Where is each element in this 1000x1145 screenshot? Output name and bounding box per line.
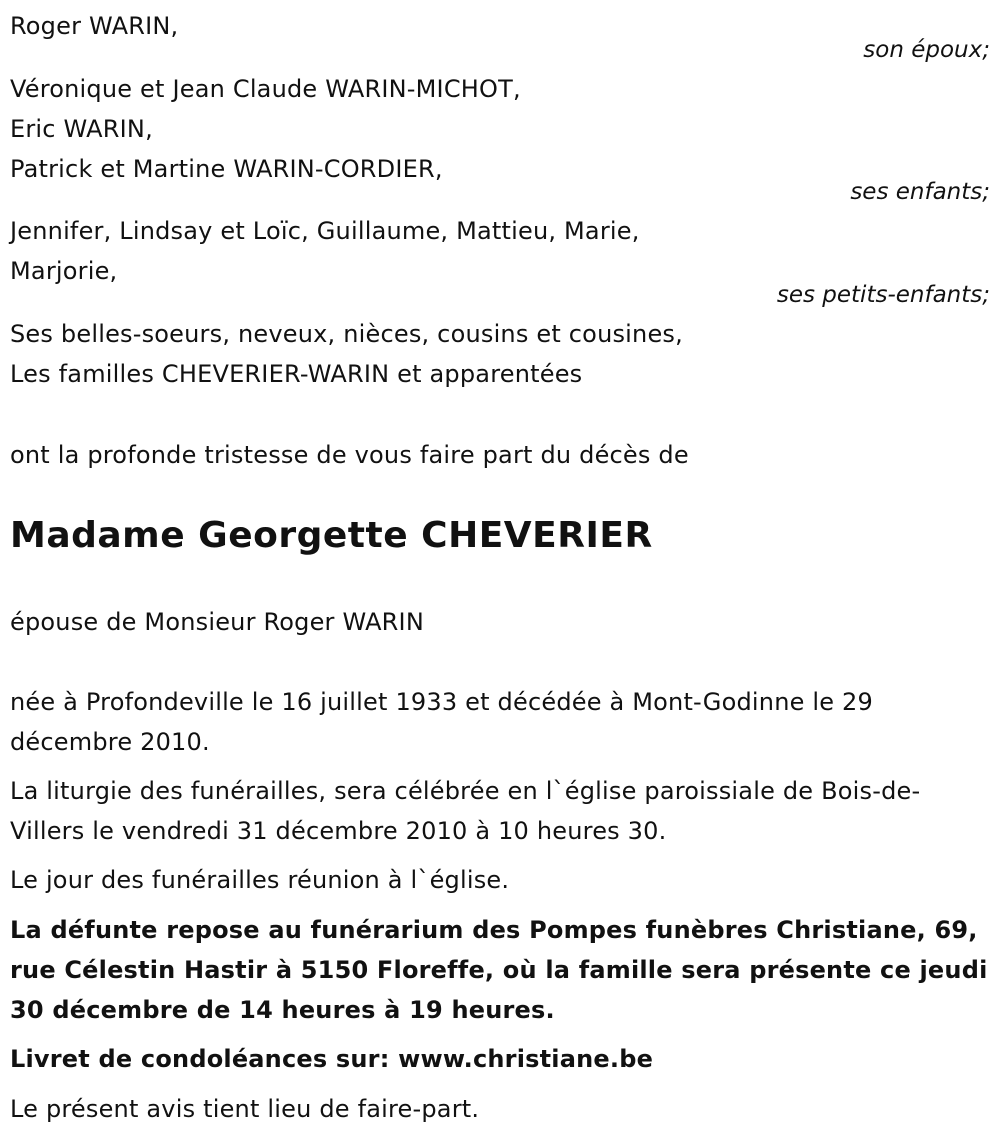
deceased-name: Madame Georgette CHEVERIER: [10, 515, 653, 556]
relatives-line-2: Les familles CHEVERIER-WARIN et apparentées: [10, 360, 583, 388]
child-line-3: Patrick et Martine WARIN-CORDIER,: [10, 155, 443, 183]
relatives-line-1: Ses belles-soeurs, neveux, nièces, cousins et cousines,: [10, 320, 683, 348]
child-line-2: Eric WARIN,: [10, 115, 153, 143]
grandchildren-role: ses petits-enfants;: [776, 282, 990, 308]
spouse-role: son époux;: [863, 37, 990, 63]
condolences-text: Livret de condoléances sur: www.christiane.be: [10, 1045, 654, 1073]
reunion-text: Le jour des funérailles réunion à l`église.: [10, 866, 510, 894]
children-role: ses enfants;: [850, 179, 990, 205]
child-line-1: Véronique et Jean Claude WARIN-MICHOT,: [10, 75, 521, 103]
birth-death-line-2: décembre 2010.: [10, 728, 210, 756]
funerarium-line-2: rue Célestin Hastir à 5150 Floreffe, où la famille sera présente ce jeudi: [10, 956, 988, 984]
spouse-name: Roger WARIN,: [10, 12, 179, 40]
grandchildren-line-1: Jennifer, Lindsay et Loïc, Guillaume, Mattieu, Marie,: [10, 217, 640, 245]
spouse-of-text: épouse de Monsieur Roger WARIN: [10, 608, 424, 636]
liturgy-line-2: Villers le vendredi 31 décembre 2010 à 10 heures 30.: [10, 817, 667, 845]
funerarium-line-3: 30 décembre de 14 heures à 19 heures.: [10, 996, 555, 1024]
liturgy-line-1: La liturgie des funérailles, sera célébrée en l`église paroissiale de Bois-de-: [10, 777, 921, 805]
grandchildren-line-2: Marjorie,: [10, 257, 118, 285]
announcement-text: ont la profonde tristesse de vous faire part du décès de: [10, 441, 689, 469]
funerarium-line-1: La défunte repose au funérarium des Pompes funèbres Christiane, 69,: [10, 916, 978, 944]
birth-death-line-1: née à Profondeville le 16 juillet 1933 et décédée à Mont-Godinne le 29: [10, 688, 873, 716]
notice-text: Le présent avis tient lieu de faire-part.: [10, 1095, 480, 1123]
